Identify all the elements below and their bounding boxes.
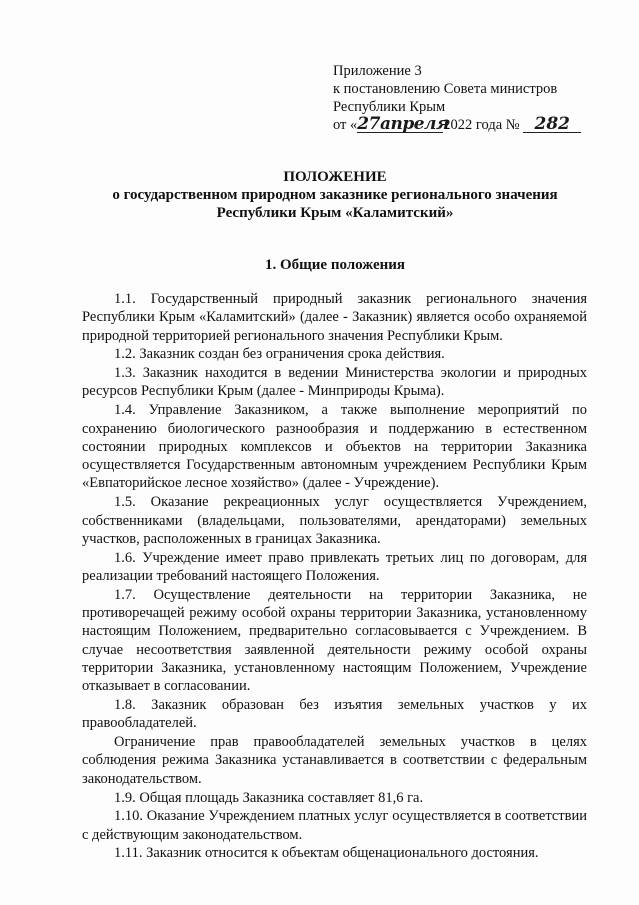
handwritten-number: 282 <box>523 116 581 133</box>
paragraph: 1.11. Заказник относится к объектам общенационального достояния. <box>114 845 539 862</box>
document-subtitle-line-2: Республики Крым «Каламитский» <box>216 205 454 221</box>
appendix-header <box>333 62 623 134</box>
document-body <box>82 290 587 863</box>
header-date-line <box>333 116 623 134</box>
paragraph: Ограничение прав правообладателей земельных участков в целях соблюдения режима Заказника устанавливается в соответствии с федеральным законодательством. <box>82 734 587 787</box>
header-line-1: Приложение 3 <box>333 63 422 79</box>
paragraph: 1.3. Заказник находится в ведении Министерства экологии и природных ресурсов Республики Крым (далее - Минприроды Крыма). <box>82 365 587 400</box>
paragraph: 1.6. Учреждение имеет право привлекать третьих лиц по договорам, для реализации требований настоящего Положения. <box>82 549 587 584</box>
year-text: 2022 года № <box>443 117 520 133</box>
paragraph: 1.9. Общая площадь Заказника составляет 81,6 га. <box>114 789 424 806</box>
section-heading: 1. Общие положения <box>264 257 406 273</box>
header-line-2: к постановлению Совета министров <box>333 81 558 97</box>
paragraph: 1.7. Осуществление деятельности на территории Заказника, не противоречащей режиму особой охраны территории Заказника, установленному настоящим Положением, предварительно согласовывается с Учреждением. В случае несоответствия заявленной деятельности режиму особой охраны территории Заказника, установленному настоящим Положением, Учреждение отказывает в согласовании. <box>82 586 587 695</box>
document-title: ПОЛОЖЕНИЕ <box>283 169 387 185</box>
paragraph: 1.2. Заказник создан без ограничения срока действия. <box>114 346 445 363</box>
paragraph: 1.5. Оказание рекреационных услуг осуществляется Учреждением, собственниками (владельцами, пользователями, арендаторами) земельных участков, расположенных в границах Заказника. <box>82 494 587 547</box>
document-subtitle-line-1: о государственном природном заказнике регионального значения <box>112 187 558 203</box>
handwritten-date: 27апреля <box>357 114 449 134</box>
paragraph: 1.1. Государственный природный заказник регионального значения Республики Крым «Каламитский» (далее - Заказник) является особо охраняемой природной территорией регионального значения Республики Крым. <box>82 291 587 344</box>
paragraph: 1.4. Управление Заказником, а также выполнение мероприятий по сохранению биологического разнообразия и поддержанию в естественном состоянии природных комплексов и объектов на территории Заказника осуществляется Государственным автономным учреждением Республики Крым «Евпаторийское лесное хозяйство» (далее - Учреждение). <box>82 402 587 492</box>
paragraph: 1.8. Заказник образован без изъятия земельных участков у их правообладателей. <box>82 697 587 732</box>
header-line-3: Республики Крым <box>333 99 446 115</box>
paragraph: 1.10. Оказание Учреждением платных услуг осуществляется в соответствии с действующим законодательством. <box>82 808 587 843</box>
date-prefix: от « <box>333 117 358 133</box>
